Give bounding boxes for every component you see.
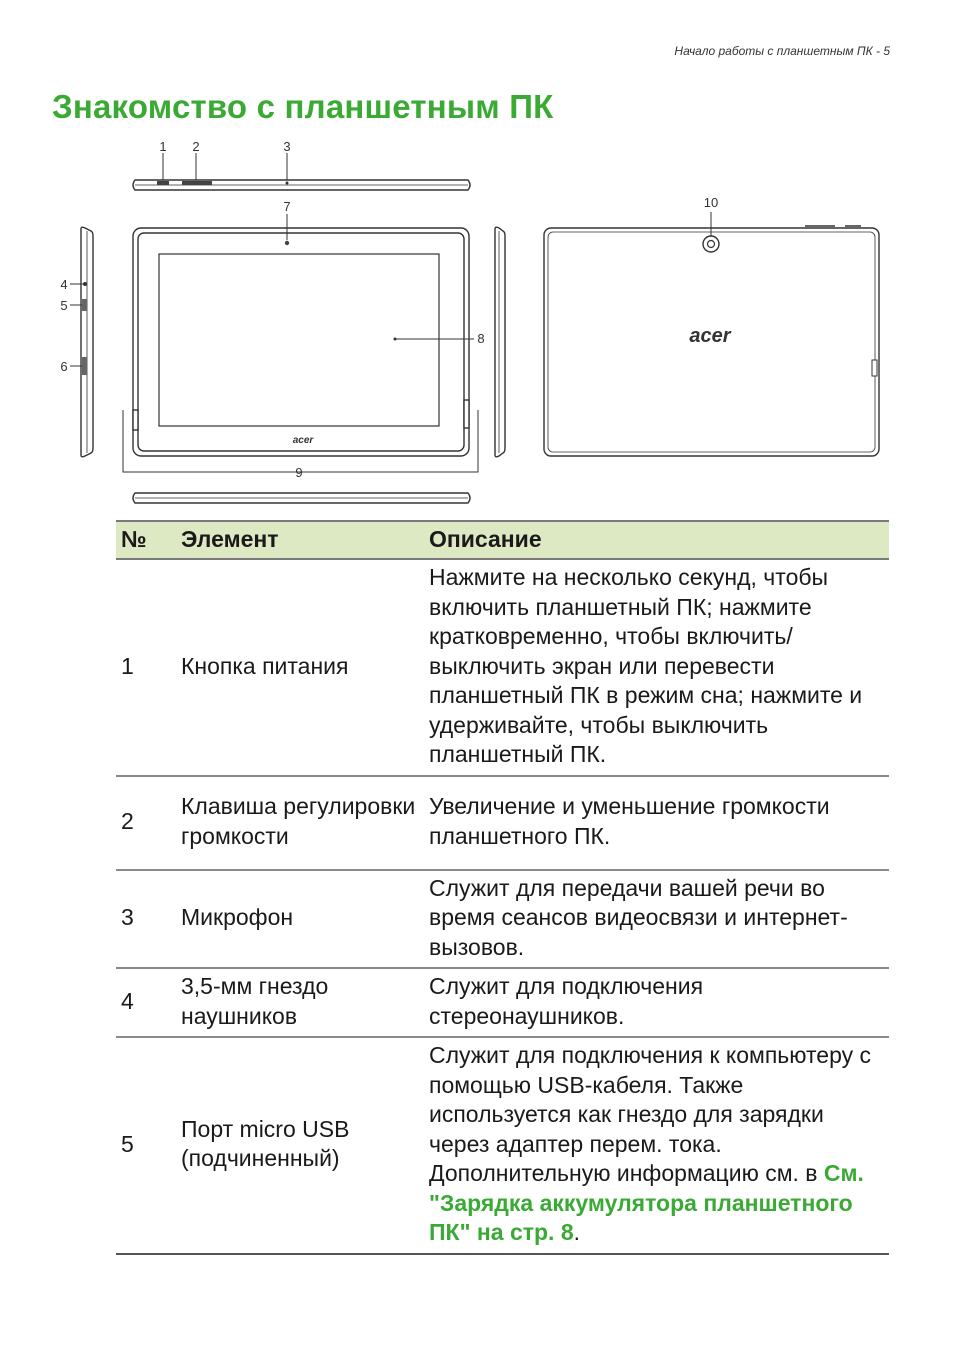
- row-description-tail: .: [573, 1219, 581, 1245]
- callout-2: 2: [192, 139, 200, 154]
- tablet-diagram: [40, 130, 900, 515]
- callout-4: 4: [60, 277, 68, 292]
- row-element: Клавиша регулировки громкости: [176, 776, 424, 870]
- svg-text:acer: acer: [292, 435, 314, 446]
- row-description: Служит для передачи вашей речи во время сеансов видеосвязи и интернет-вызовов.: [424, 870, 889, 969]
- callout-8: 8: [477, 331, 485, 346]
- header-element: Элемент: [176, 521, 424, 559]
- callout-5: 5: [60, 298, 68, 313]
- table-row: [116, 776, 889, 870]
- components-table: [116, 520, 889, 1255]
- row-element: Кнопка питания: [176, 559, 424, 776]
- callout-1: 1: [159, 139, 167, 154]
- row-num: 5: [116, 1037, 176, 1254]
- table-header-row: [116, 521, 889, 559]
- row-element: Микрофон: [176, 870, 424, 969]
- running-head: Начало работы с планшетным ПК - 5: [674, 44, 890, 58]
- callout-3: 3: [283, 139, 291, 154]
- right-side-view: [495, 227, 505, 457]
- callout-7: 7: [283, 199, 291, 214]
- row-element: Порт micro USB (подчиненный): [176, 1037, 424, 1254]
- row-element: 3,5-мм гнездо наушников: [176, 968, 424, 1037]
- table-row: [116, 559, 889, 776]
- row-description: Нажмите на несколько секунд, чтобы включить планшетный ПК; нажмите кратковременно, чтобы включить/ выключить экран или перевести планшетный ПК в режим сна; нажмите и удерживайте, чтобы выключить планшетный ПК.: [424, 559, 889, 776]
- top-edge-view: [133, 153, 470, 190]
- bottom-edge-view: [133, 493, 470, 503]
- power-button-shape: [157, 181, 169, 185]
- header-description: Описание: [424, 521, 889, 559]
- left-side-view: [70, 227, 93, 457]
- back-view: [544, 212, 879, 456]
- header-num: №: [116, 521, 176, 559]
- row-description: [424, 1037, 889, 1254]
- microphone-hole-shape: [286, 182, 289, 185]
- volume-key-shape: [182, 181, 212, 185]
- row-num: 2: [116, 776, 176, 870]
- row-description: Увеличение и уменьшение громкости планшетного ПК.: [424, 776, 889, 870]
- table-row: [116, 1037, 889, 1254]
- row-num: 4: [116, 968, 176, 1037]
- row-num: 1: [116, 559, 176, 776]
- row-description-text: Служит для подключения к компьютеру с помощью USB-кабеля. Также используется как гнездо для зарядки через адаптер перем. тока. Дополнительную информацию см. в: [429, 1042, 871, 1186]
- table-row: [116, 968, 889, 1037]
- acer-logo: acer: [689, 325, 731, 347]
- front-view: [123, 214, 478, 472]
- row-description: Служит для подключения стереонаушников.: [424, 968, 889, 1037]
- callout-6: 6: [60, 359, 68, 374]
- table-row: [116, 870, 889, 969]
- charging-section-link[interactable]: См. "Зарядка аккумулятора планшетного ПК" на стр. 8: [429, 1160, 864, 1245]
- row-num: 3: [116, 870, 176, 969]
- page-title: Знакомство с планшетным ПК: [52, 88, 554, 125]
- callout-10: 10: [703, 195, 719, 210]
- callout-9: 9: [295, 465, 303, 480]
